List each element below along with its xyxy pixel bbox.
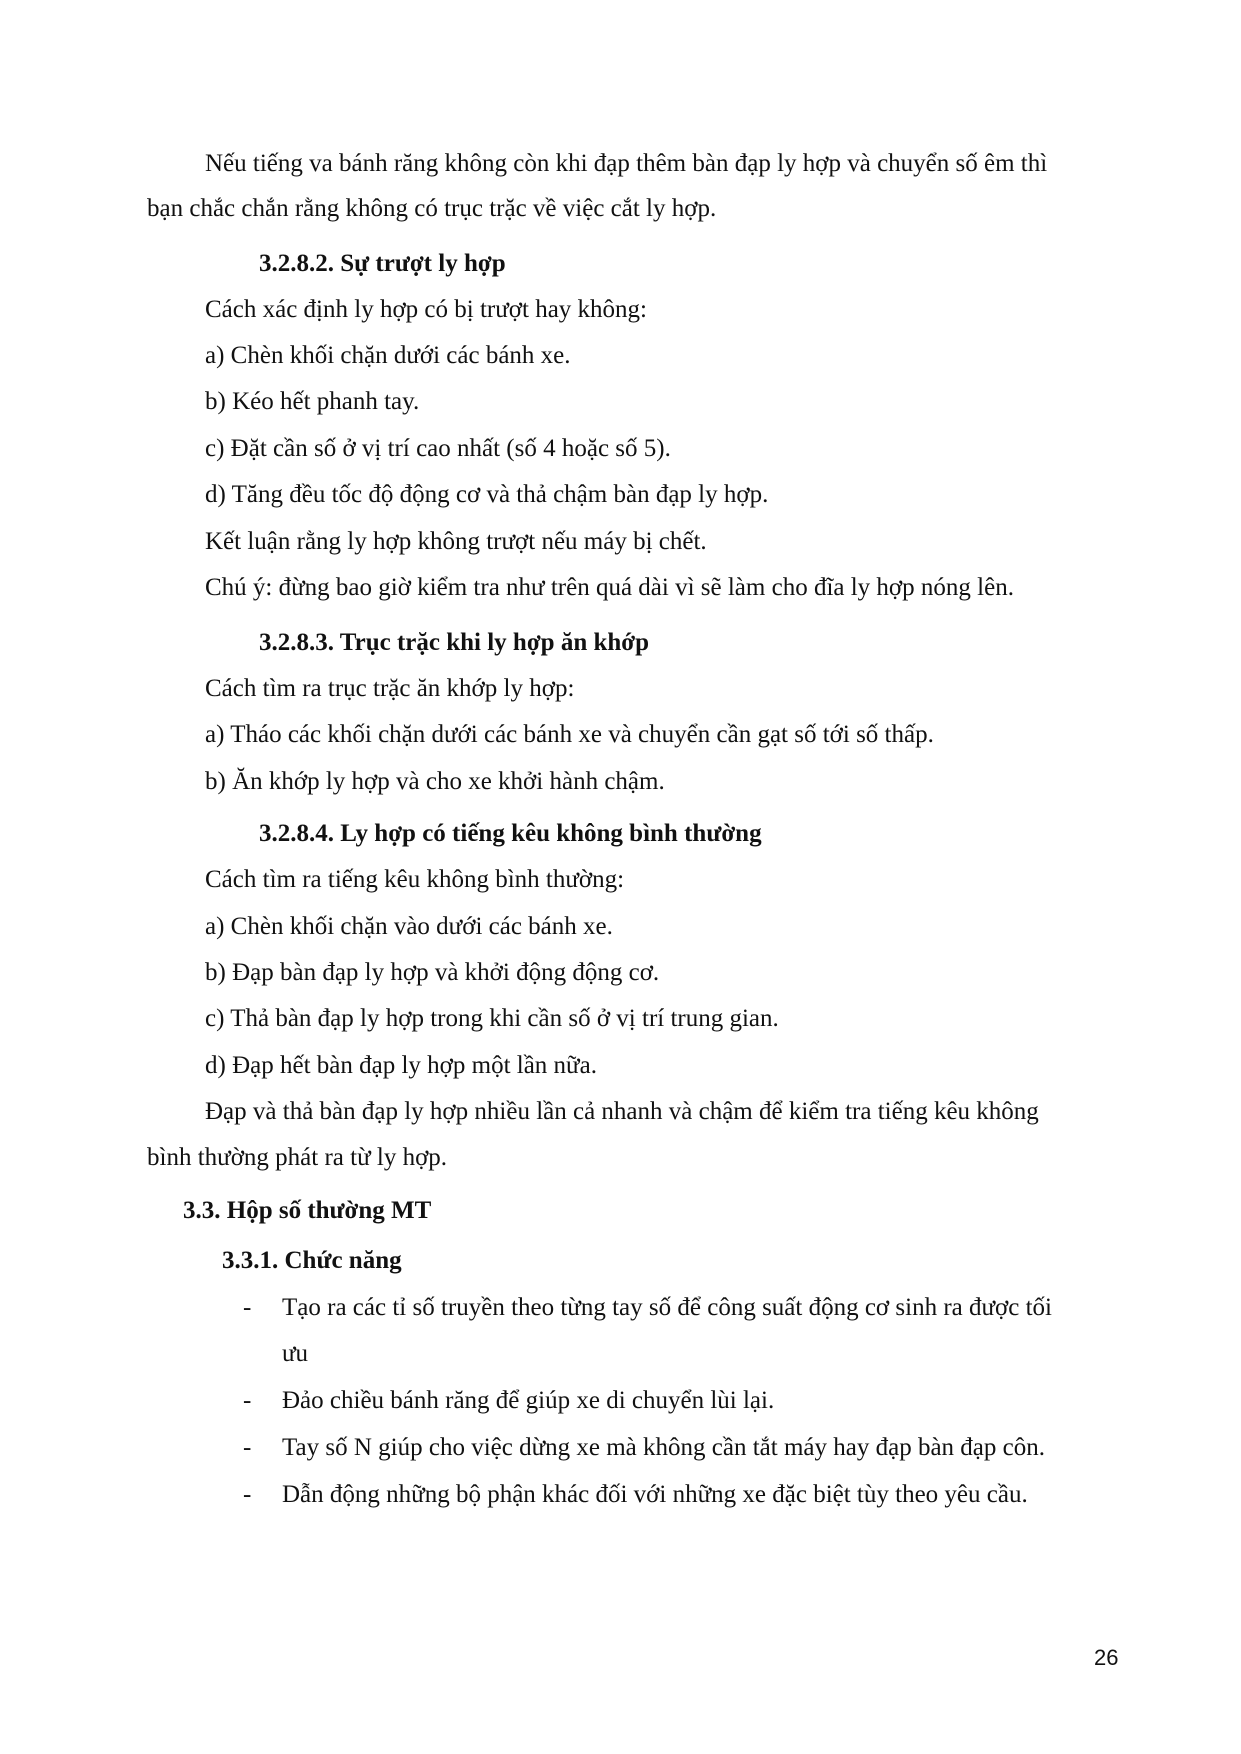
noise-step-b: b) Đạp bàn đạp ly hợp và khởi động động cơ. <box>205 959 660 986</box>
bullet-dash: - <box>243 1481 252 1508</box>
function-bullet-4: Dẫn động những bộ phận khác đối với những xe đặc biệt tùy theo yêu cầu. <box>282 1481 1028 1508</box>
slip-step-d: d) Tăng đều tốc độ động cơ và thả chậm bàn đạp ly hợp. <box>205 481 769 508</box>
noise-step-a: a) Chèn khối chặn vào dưới các bánh xe. <box>205 913 613 940</box>
heading-3-2-8-4: 3.2.8.4. Ly hợp có tiếng kêu không bình thường <box>259 820 762 847</box>
page-number: 26 <box>1094 1645 1119 1670</box>
function-bullet-1-cont: ưu <box>282 1340 309 1367</box>
noise-closing-2: bình thường phát ra từ ly hợp. <box>147 1144 448 1171</box>
intro-line-1: Nếu tiếng va bánh răng không còn khi đạp thêm bàn đạp ly hợp và chuyển số êm thì <box>205 150 1048 177</box>
heading-3-3-1: 3.3.1. Chức năng <box>222 1247 402 1274</box>
bullet-dash: - <box>243 1434 252 1461</box>
noise-step-d: d) Đạp hết bàn đạp ly hợp một lần nữa. <box>205 1052 597 1079</box>
heading-3-2-8-3: 3.2.8.3. Trục trặc khi ly hợp ăn khớp <box>259 629 650 656</box>
slip-step-a: a) Chèn khối chặn dưới các bánh xe. <box>205 342 571 369</box>
slip-step-b: b) Kéo hết phanh tay. <box>205 388 420 415</box>
engage-step-a: a) Tháo các khối chặn dưới các bánh xe và chuyển cần gạt số tới số thấp. <box>205 721 934 748</box>
slip-note: Chú ý: đừng bao giờ kiểm tra như trên quá dài vì sẽ làm cho đĩa ly hợp nóng lên. <box>205 574 1014 601</box>
heading-3-3: 3.3. Hộp số thường MT <box>183 1197 432 1224</box>
heading-3-2-8-2: 3.2.8.2. Sự trượt ly hợp <box>259 250 506 277</box>
noise-lead: Cách tìm ra tiếng kêu không bình thường: <box>205 866 625 893</box>
intro-line-2: bạn chắc chắn rằng không có trục trặc về việc cắt ly hợp. <box>147 195 717 222</box>
slip-step-c: c) Đặt cần số ở vị trí cao nhất (số 4 hoặc số 5). <box>205 435 671 462</box>
bullet-dash: - <box>243 1387 252 1414</box>
engage-lead: Cách tìm ra trục trặc ăn khớp ly hợp: <box>205 675 575 702</box>
noise-closing-1: Đạp và thả bàn đạp ly hợp nhiều lần cả nhanh và chậm để kiểm tra tiếng kêu không <box>205 1098 1039 1125</box>
slip-lead: Cách xác định ly hợp có bị trượt hay không: <box>205 296 647 323</box>
slip-conclusion: Kết luận rằng ly hợp không trượt nếu máy bị chết. <box>205 528 707 555</box>
function-bullet-1: Tạo ra các tỉ số truyền theo từng tay số để công suất động cơ sinh ra được tối <box>282 1294 1053 1321</box>
function-bullet-2: Đảo chiều bánh răng để giúp xe di chuyển lùi lại. <box>282 1387 775 1414</box>
bullet-dash: - <box>243 1294 252 1321</box>
function-bullet-3: Tay số N giúp cho việc dừng xe mà không cần tắt máy hay đạp bàn đạp côn. <box>282 1434 1045 1461</box>
engage-step-b: b) Ăn khớp ly hợp và cho xe khởi hành chậm. <box>205 768 665 795</box>
noise-step-c: c) Thả bàn đạp ly hợp trong khi cần số ở vị trí trung gian. <box>205 1005 779 1032</box>
